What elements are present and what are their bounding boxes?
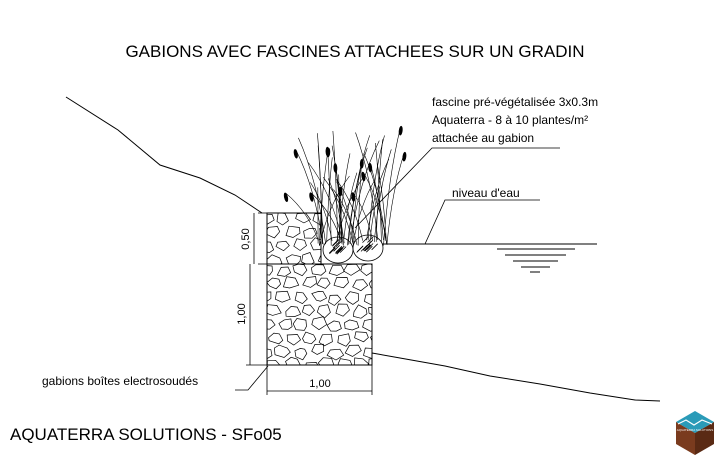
gabion-stone — [318, 358, 334, 370]
gabion-stone — [353, 305, 367, 319]
gabion-stone — [287, 335, 300, 346]
gabion-stone — [338, 334, 351, 347]
plant-seed-head — [309, 192, 314, 201]
gabion-stone — [260, 265, 273, 275]
gabion-stone — [344, 264, 361, 275]
drawing-title: GABIONS AVEC FASCINES ATTACHEES SUR UN GRADIN — [125, 42, 585, 61]
plant-blade — [384, 127, 401, 246]
gabion-stone — [279, 319, 292, 330]
water-level-symbol — [382, 244, 597, 272]
gabion-stone — [275, 291, 290, 302]
gabion-stone — [305, 362, 319, 373]
fascine-hatch-mark — [363, 237, 369, 243]
plant-blade — [348, 135, 370, 244]
gabion-stone — [317, 278, 330, 288]
fascine-label-line3: attachée au gabion — [432, 131, 535, 145]
gabion-stone — [266, 255, 282, 267]
gabion-stone — [295, 348, 307, 359]
gabion-stone — [266, 305, 282, 316]
gabion-stone — [302, 305, 314, 316]
gabion-stone — [293, 264, 307, 276]
gabion-lower-stones — [257, 264, 385, 374]
gabion-stone — [363, 319, 378, 331]
gabion-stone — [286, 357, 301, 368]
plant-seed-head — [293, 149, 298, 158]
gabion-stone — [293, 319, 306, 331]
fascine-label-line2: Aquaterra - 8 à 10 plantes/m² — [432, 113, 589, 127]
plant-seed-head — [402, 152, 406, 161]
gabion-stone — [286, 306, 301, 316]
gabion-stone — [295, 292, 307, 304]
gabion-stone — [345, 292, 358, 305]
plant-seed-head — [399, 126, 403, 135]
gabion-stone — [269, 333, 283, 344]
gabion-stone — [369, 280, 384, 290]
gabion-upper-stones — [259, 213, 334, 268]
gabion-stone — [303, 332, 316, 344]
gabion-stone — [336, 304, 350, 316]
gabion-leader-line — [235, 366, 268, 390]
water-level-label: niveau d'eau — [452, 186, 520, 200]
dimension-bottom-height: 1,00 — [236, 303, 248, 325]
gabion-stone — [277, 267, 290, 276]
fascine-hatch-mark — [357, 246, 363, 252]
dimension-top-height: 0,50 — [240, 228, 252, 250]
gabion-stone — [283, 277, 298, 288]
gabion-stone — [329, 265, 344, 275]
gabion-stone — [296, 213, 311, 223]
gabion-stone — [334, 278, 349, 288]
fascine-label-line1: fascine pré-végétalisée 3x0.3m — [432, 95, 599, 109]
gabion-stone — [338, 359, 352, 370]
gabion-stone — [312, 344, 324, 354]
fascine-plants — [283, 126, 406, 246]
gabion-stone — [345, 320, 359, 330]
plant-blade — [387, 153, 404, 244]
footer-title: AQUATERRA SOLUTIONS - SFo05 — [10, 425, 282, 444]
gabion-stone — [267, 278, 281, 289]
gabion-stone — [312, 291, 327, 301]
gabion-stone — [355, 332, 369, 342]
plant-seed-head — [283, 193, 288, 202]
gabion-stone — [257, 292, 271, 303]
water-leader-line — [425, 200, 540, 244]
gabion-stone — [267, 360, 281, 371]
gabion-stone — [369, 358, 382, 370]
plant-seed-head — [326, 148, 330, 157]
gabion-stone — [311, 238, 324, 250]
gabion-stone — [274, 345, 290, 357]
fascine-hatch-mark — [372, 244, 378, 250]
gabion-stone — [312, 317, 327, 330]
gabion-lower-box — [257, 264, 385, 374]
gabion-stone — [286, 226, 300, 237]
gabion-stone — [304, 228, 317, 238]
gabion-stone — [369, 307, 384, 317]
gabion-stone — [276, 241, 289, 250]
gabion-stone — [355, 358, 369, 368]
gabion-stone — [286, 255, 301, 267]
dimension-width: 1,00 — [309, 378, 331, 390]
gabion-stone — [277, 213, 288, 225]
plant-blade — [333, 131, 338, 241]
gabion-stone — [327, 321, 341, 331]
gabion-stone — [294, 239, 307, 251]
aquaterra-cube-logo-icon — [676, 411, 714, 455]
bank-profile-line — [66, 97, 262, 213]
gabion-stone — [311, 265, 326, 276]
river-bed-line — [372, 353, 660, 401]
gabion-upper-box — [259, 213, 334, 268]
gabion-stone — [317, 305, 330, 318]
gabion-stone — [345, 345, 361, 356]
gabion-label: gabions boîtes electrosoudés — [42, 374, 199, 388]
logo-text: AQUATERRA SOLUTIONS — [676, 428, 714, 432]
gabion-stone — [260, 320, 275, 330]
gabion-stone — [353, 280, 368, 291]
gabion-stone — [303, 277, 317, 288]
gabion-stone — [361, 264, 375, 276]
gabion-stone — [257, 348, 272, 359]
gabion-stone — [371, 332, 386, 344]
plant-seed-head — [368, 163, 372, 172]
